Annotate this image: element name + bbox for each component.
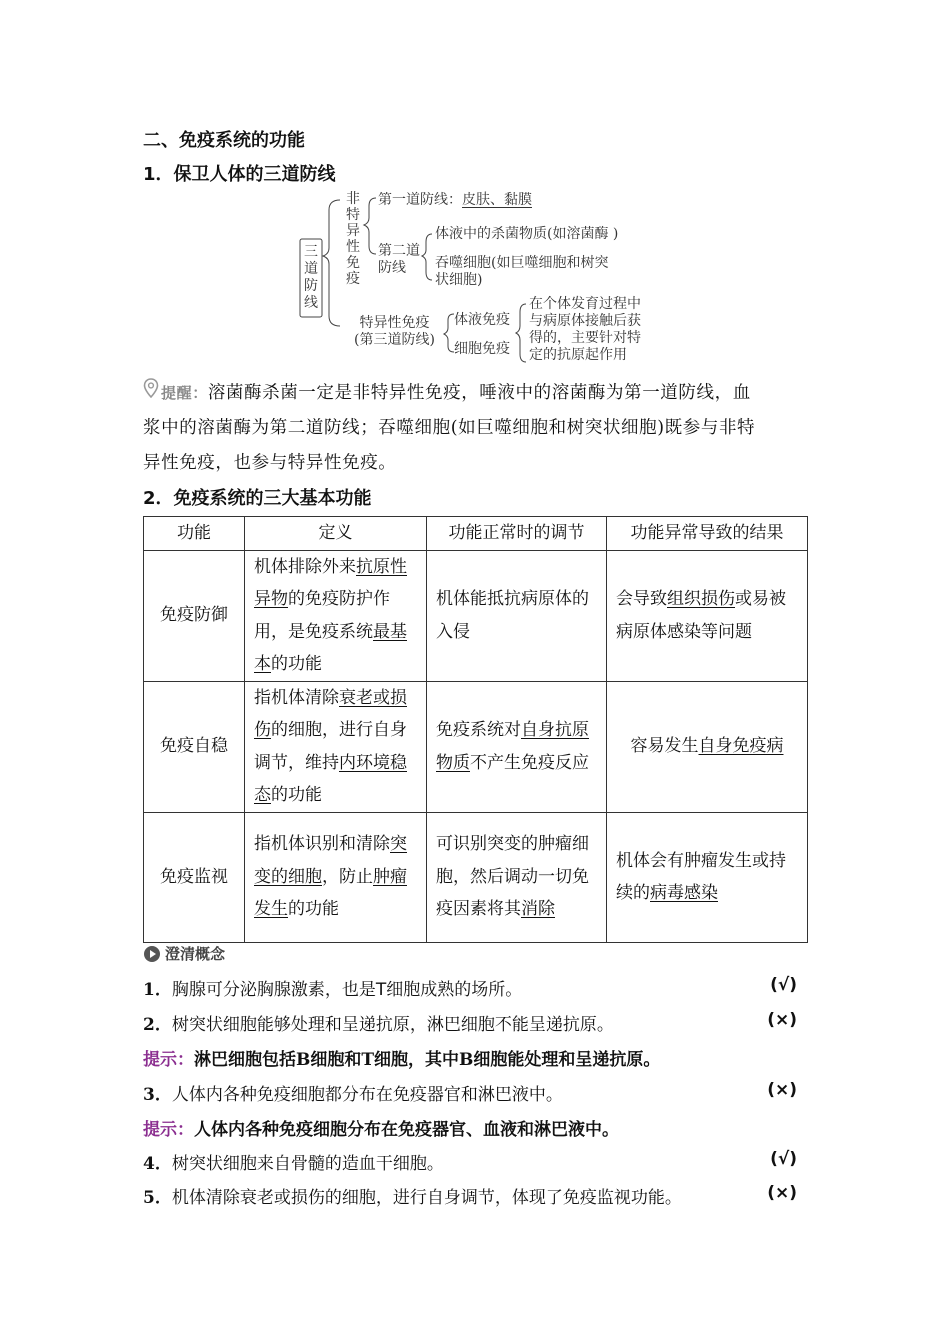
text: 指机体识别和清除 <box>254 834 390 855</box>
answer: 抗原 <box>356 556 390 577</box>
answer: 性异物 <box>254 556 407 609</box>
desc-line: 在个体发育过程中 <box>529 296 641 312</box>
cell-name: 免疫防御 <box>144 550 245 681</box>
root-char: 三 <box>304 244 318 260</box>
item-number: 3． <box>143 1085 172 1105</box>
subsection-title-defense-lines: 1．保卫人体的三道防线 <box>143 164 336 185</box>
desc-line: 与病原体接触后获 <box>529 313 641 329</box>
text: 会导致 <box>616 589 667 609</box>
list-item <box>143 1183 807 1209</box>
item-text: 树突状细胞能够处理和呈递抗原，淋巴细胞不能呈递抗原。 <box>171 1015 614 1035</box>
nonspecific-char: 非 <box>346 191 360 207</box>
tip-line-3: 异性免疫，也参与特异性免疫。 <box>143 453 397 473</box>
hint-text: 人体内各种免疫细胞分布在免疫器官、血液和淋巴液中。 <box>194 1120 619 1140</box>
header-function: 功能 <box>144 517 245 551</box>
item-mark: (×) <box>767 1183 797 1203</box>
second-item-phagocyte <box>435 255 608 289</box>
hint-label: 提示： <box>143 1120 194 1140</box>
text: 机体排除外来 <box>254 556 356 577</box>
item-text: 人体内各种免疫细胞都分布在免疫器官和淋巴液中。 <box>171 1085 563 1105</box>
play-circle-icon <box>143 945 161 963</box>
specific-text: (第三道防线) <box>354 332 435 348</box>
specific-text: 特异性免疫 <box>359 315 430 331</box>
text: 机体会有肿瘤发生或持续的 <box>616 850 786 903</box>
list-item <box>143 1149 807 1175</box>
answer: 病毒感染 <box>650 883 718 903</box>
subsection-title-functions: 2．免疫系统的三大基本功能 <box>143 488 372 509</box>
answer: 组织损伤 <box>667 589 735 609</box>
table-row <box>144 550 808 681</box>
item-text: 树突状细胞来自骨髓的造血干细胞。 <box>171 1154 444 1174</box>
answer: 自身免疫病 <box>698 736 784 757</box>
header-definition: 定义 <box>245 517 427 551</box>
tip-line-2: 浆中的溶菌酶为第二道防线；吞噬细胞(如巨噬细胞和树突状细胞)既参与非特 <box>143 418 756 438</box>
item-number: 1． <box>143 980 172 1000</box>
section-title: 二、免疫系统的功能 <box>143 130 305 151</box>
text: 的功能 <box>271 654 322 674</box>
nonspecific-char: 异 <box>346 223 360 239</box>
root-char: 道 <box>304 261 318 277</box>
cell-normal <box>427 812 607 942</box>
answer: 消 <box>521 899 538 920</box>
text: 的功能 <box>288 899 339 920</box>
text: 可识别突变的肿瘤细胞，然后调动一切免疫因素将其 <box>436 834 589 920</box>
item-mark: (×) <box>767 1010 797 1030</box>
cell-name: 免疫监视 <box>144 812 245 942</box>
nonspecific-char: 免 <box>346 255 360 271</box>
text: 的免疫防护 <box>288 589 373 609</box>
item-number: 4． <box>143 1154 172 1174</box>
list-item <box>143 975 807 1001</box>
root-char: 防 <box>304 278 318 294</box>
item-mark: (√) <box>770 975 797 995</box>
first-line <box>378 192 532 209</box>
table-row <box>144 681 808 812</box>
answer: 环境稳态 <box>254 752 407 805</box>
answer: 内 <box>339 752 356 773</box>
cellular-immunity: 细胞免疫 <box>454 341 510 357</box>
text: 不产生免疫反应 <box>470 752 589 773</box>
answer: 原物质 <box>436 720 589 773</box>
hint-line <box>143 1045 807 1070</box>
answer: 自身抗 <box>521 720 572 740</box>
list-item <box>143 1010 807 1036</box>
functions-table <box>143 516 808 943</box>
table-header-row <box>144 517 808 551</box>
header-abnormal: 功能异常导致的结果 <box>607 517 808 551</box>
item-mark: (√) <box>770 1149 797 1169</box>
diagram-root <box>304 244 318 312</box>
tip-paragraph <box>143 376 807 481</box>
clarify-label: 澄清概念 <box>165 945 226 963</box>
location-pin-icon <box>143 376 159 411</box>
second-item-fluid: 体液中的杀菌物质(如溶菌酶 ) <box>435 226 619 242</box>
nonspecific-char: 疫 <box>346 271 360 287</box>
second-item-text: 状细胞) <box>435 272 483 288</box>
cell-abnormal <box>607 550 808 681</box>
second-line-label <box>378 243 420 277</box>
text: ，防止 <box>322 866 373 887</box>
desc-line: 定的抗原起作用 <box>529 347 627 363</box>
list-item <box>143 1080 807 1106</box>
cell-name: 免疫自稳 <box>144 681 245 812</box>
tip-label: 提醒： <box>161 384 208 402</box>
cell-normal <box>427 681 607 812</box>
humoral-immunity: 体液免疫 <box>454 312 510 328</box>
diagram-nonspecific <box>346 191 360 287</box>
answer: 损伤 <box>254 687 407 740</box>
second-line-text: 防线 <box>378 260 406 276</box>
nonspecific-char: 性 <box>346 239 360 255</box>
item-text: 机体清除衰老或损伤的细胞，进行自身调节，体现了免疫监视功能。 <box>171 1188 682 1208</box>
desc-line: 得的，主要针对特 <box>529 330 641 346</box>
specific-description <box>529 296 641 364</box>
text: 指机体清除 <box>254 687 339 708</box>
specific-immunity <box>354 315 435 349</box>
answer: 除 <box>538 899 555 920</box>
cell-definition <box>245 550 427 681</box>
answer: 肿瘤发生 <box>254 866 407 920</box>
text: 免疫系统对 <box>436 720 521 740</box>
answer: 最基本 <box>254 621 407 674</box>
answer: 突变的细胞 <box>254 834 407 887</box>
answer: 衰老或 <box>339 687 390 708</box>
clarify-header <box>143 943 225 964</box>
cell-abnormal <box>607 812 808 942</box>
second-item-text: 吞噬细胞(如巨噬细胞和树突 <box>435 255 609 271</box>
table-row <box>144 812 808 942</box>
hint-line <box>143 1115 807 1140</box>
cell-definition <box>245 812 427 942</box>
text: 容易发生 <box>630 736 699 757</box>
hint-text: 淋巴细胞包括B细胞和T细胞，其中B细胞能处理和呈递抗原。 <box>194 1050 661 1070</box>
item-number: 2． <box>143 1015 172 1035</box>
root-char: 线 <box>304 295 318 311</box>
first-line-prefix: 第一道防线： <box>378 192 462 208</box>
tip-block <box>143 376 807 481</box>
text: 的细胞，进行自身调节，维持 <box>254 720 407 773</box>
nonspecific-char: 特 <box>346 207 360 223</box>
item-number: 5． <box>143 1188 172 1208</box>
text: 的功能 <box>271 785 322 805</box>
three-lines-diagram <box>296 188 666 368</box>
header-normal: 功能正常时的调节 <box>427 517 607 551</box>
cell-definition <box>245 681 427 812</box>
cell-normal: 机体能抵抗病原体的入侵 <box>427 550 607 681</box>
tip-line-1: 溶菌酶杀菌一定是非特异性免疫，唾液中的溶菌酶为第一道防线，血 <box>207 383 751 403</box>
item-mark: (×) <box>767 1080 797 1100</box>
cell-abnormal <box>607 681 808 812</box>
first-line-answer: 皮肤、黏膜 <box>462 192 532 208</box>
text: 或易被病原体感染等问题 <box>616 589 786 642</box>
item-text: 胸腺可分泌胸腺激素，也是T细胞成熟的场所。 <box>171 980 523 1000</box>
second-line-text: 第二道 <box>378 243 420 259</box>
hint-label: 提示： <box>143 1050 194 1070</box>
text: 作用，是免疫系统 <box>254 589 390 642</box>
